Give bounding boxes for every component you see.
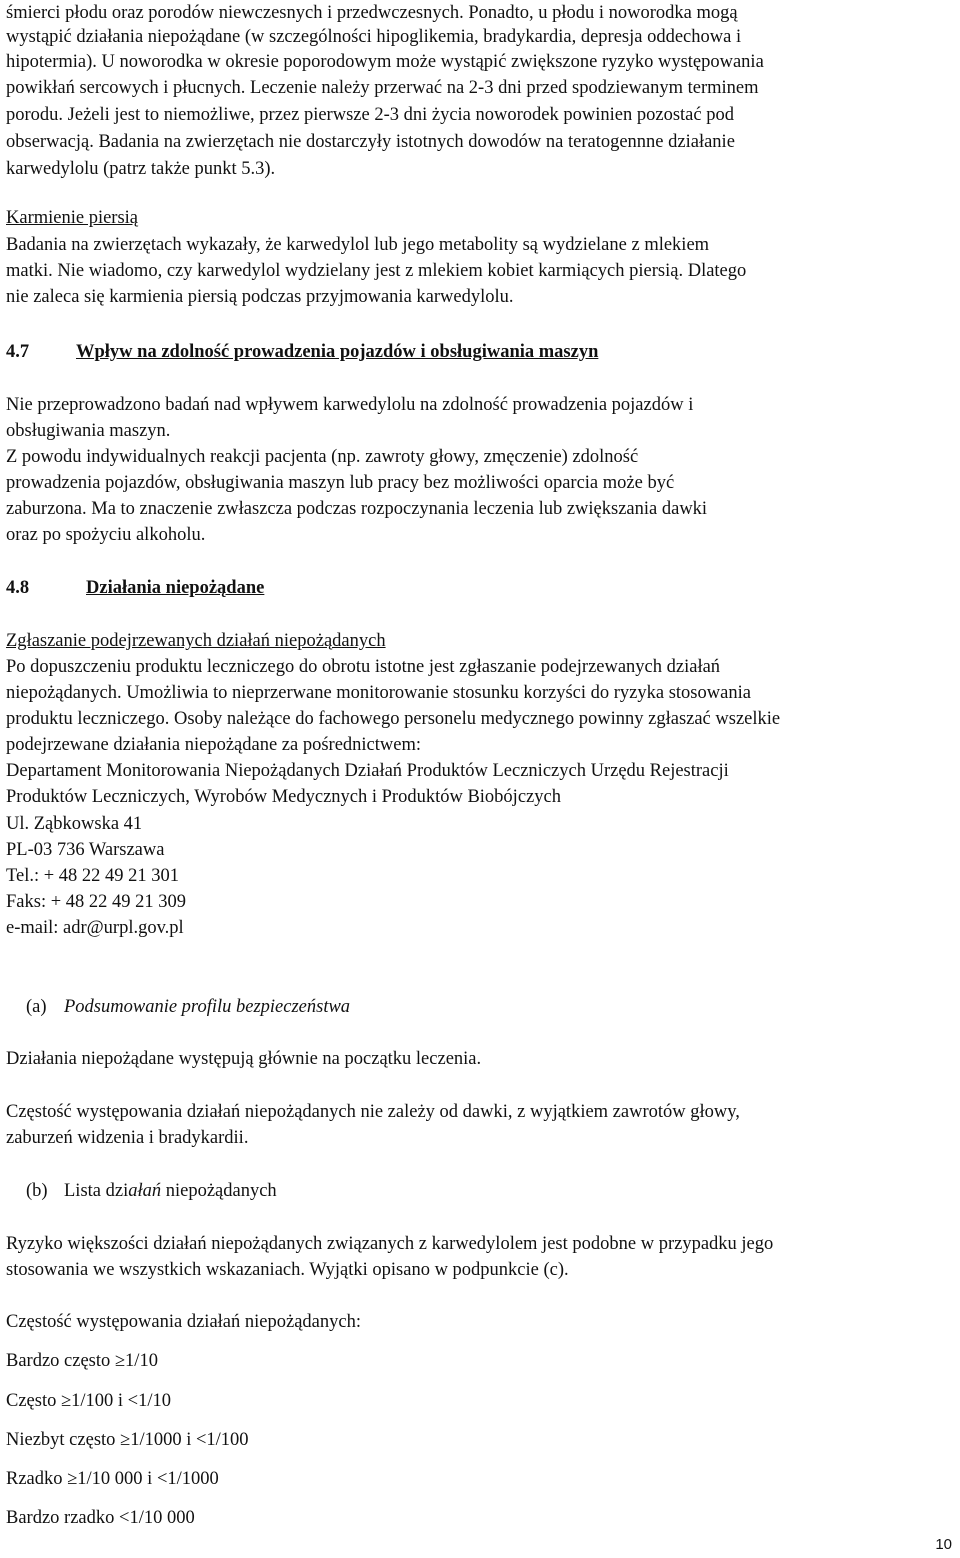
frequency-item: Niezbyt często ≥1/1000 i <1/100 [6, 1430, 249, 1450]
text-line: nie zaleca się karmienia piersią podczas przyjmowania karwedylolu. [6, 287, 514, 307]
section-number: 4.7 [6, 342, 30, 362]
text-line: produktu leczniczego. Osoby należące do fachowego personelu medycznego powinny zgłaszać wszelkie [6, 709, 781, 729]
text-line: porodu. Jeżeli jest to niemożliwe, przez pierwsze 2-3 dni życia noworodek powinien pozostać pod [6, 105, 734, 125]
section-title: Działania niepożądane [86, 578, 265, 598]
title-part: ałań [128, 1181, 162, 1201]
frequency-item: Bardzo rzadko <1/10 000 [6, 1508, 195, 1528]
text-line: Ryzyko większości działań niepożądanych związanych z karwedylolem jest podobne w przypadku jego [6, 1234, 774, 1254]
frequency-item: Często ≥1/100 i <1/10 [6, 1391, 171, 1411]
reporting-heading: Zgłaszanie podejrzewanych działań niepożądanych [6, 631, 386, 651]
frequency-item: Bardzo często ≥1/10 [6, 1351, 158, 1371]
address-line: PL-03 736 Warszawa [6, 840, 165, 860]
frequency-heading: Częstość występowania działań niepożądanych: [6, 1312, 361, 1332]
phone-line: Tel.: + 48 22 49 21 301 [6, 866, 180, 886]
text-line: zaburzeń widzenia i bradykardii. [6, 1128, 249, 1148]
text-line: Z powodu indywidualnych reakcji pacjenta (np. zawroty głowy, zmęczenie) zdolność [6, 447, 639, 467]
text-line: karwedylolu (patrz także punkt 5.3). [6, 159, 276, 179]
text-line: Produktów Leczniczych, Wyrobów Medycznych i Produktów Biobójczych [6, 787, 561, 807]
text-line: prowadzenia pojazdów, obsługiwania maszyn lub pracy bez możliwości oparcia może być [6, 473, 675, 493]
text-line: obserwacją. Badania na zwierzętach nie dostarczyły istotnych dowodów na teratogennne działanie [6, 132, 735, 152]
text-line: śmierci płodu oraz porodów niewczesnych i przedwczesnych. Ponadto, u płodu i noworodka mogą [6, 3, 738, 23]
text-line: Po dopuszczeniu produktu leczniczego do obrotu istotne jest zgłaszanie podejrzewanych działań [6, 657, 721, 677]
text-line: oraz po spożyciu alkoholu. [6, 525, 206, 545]
section-4-8-heading [6, 575, 264, 601]
text-line: Nie przeprowadzono badań nad wpływem karwedylolu na zdolność prowadzenia pojazdów i [6, 395, 694, 415]
frequency-item: Rzadko ≥1/10 000 i <1/1000 [6, 1469, 219, 1489]
text-line: hipotermia). U noworodka w okresie poporodowym może wystąpić zwiększone ryzyko występowania [6, 52, 764, 72]
title-part: Lista dzi [64, 1181, 129, 1201]
text-line: Badania na zwierzętach wykazały, że karwedylol lub jego metabolity są wydzielane z mlekiem [6, 235, 710, 255]
text-line: Częstość występowania działań niepożądanych nie zależy od dawki, z wyjątkiem zawrotów głowy, [6, 1102, 740, 1122]
subsection-a-title: Podsumowanie profilu bezpieczeństwa [64, 997, 351, 1017]
section-4-7-heading [6, 339, 598, 365]
text-line: wystąpić działania niepożądane (w szczególności hipoglikemia, bradykardia, depresja oddechowa i [6, 27, 742, 47]
address-line: Ul. Ząbkowska 41 [6, 814, 143, 834]
breastfeeding-heading: Karmienie piersią [6, 208, 139, 228]
subsection-b-title [64, 1178, 277, 1204]
fax-line: Faks: + 48 22 49 21 309 [6, 892, 187, 912]
text-line: podejrzewane działania niepożądane za pośrednictwem: [6, 735, 422, 755]
text-line: matki. Nie wiadomo, czy karwedylol wydzielany jest z mlekiem kobiet karmiących piersią. Dlatego [6, 261, 747, 281]
subsection-b-marker: (b) [26, 1181, 48, 1201]
section-number: 4.8 [6, 578, 30, 598]
text-line: stosowania we wszystkich wskazaniach. Wyjątki opisano w podpunkcie (c). [6, 1260, 569, 1280]
page-number: 10 [935, 1536, 952, 1553]
title-part: niepożądanych [161, 1181, 277, 1201]
email-line: e-mail: adr@urpl.gov.pl [6, 918, 184, 938]
text-line: obsługiwania maszyn. [6, 421, 171, 441]
text-line: powikłań sercowych i płucnych. Leczenie należy przerwać na 2-3 dni przed spodziewanym terminem [6, 78, 759, 98]
text-line: Działania niepożądane występują głównie na początku leczenia. [6, 1049, 482, 1069]
subsection-a-marker: (a) [26, 997, 47, 1017]
text-line: zaburzona. Ma to znaczenie zwłaszcza podczas rozpoczynania leczenia lub zwiększania dawki [6, 499, 708, 519]
section-title: Wpływ na zdolność prowadzenia pojazdów i obsługiwania maszyn [76, 342, 599, 362]
text-line: Departament Monitorowania Niepożądanych Działań Produktów Leczniczych Urzędu Rejestracji [6, 761, 729, 781]
text-line: niepożądanych. Umożliwia to nieprzerwane monitorowanie stosunku korzyści do ryzyka stosowania [6, 683, 751, 703]
